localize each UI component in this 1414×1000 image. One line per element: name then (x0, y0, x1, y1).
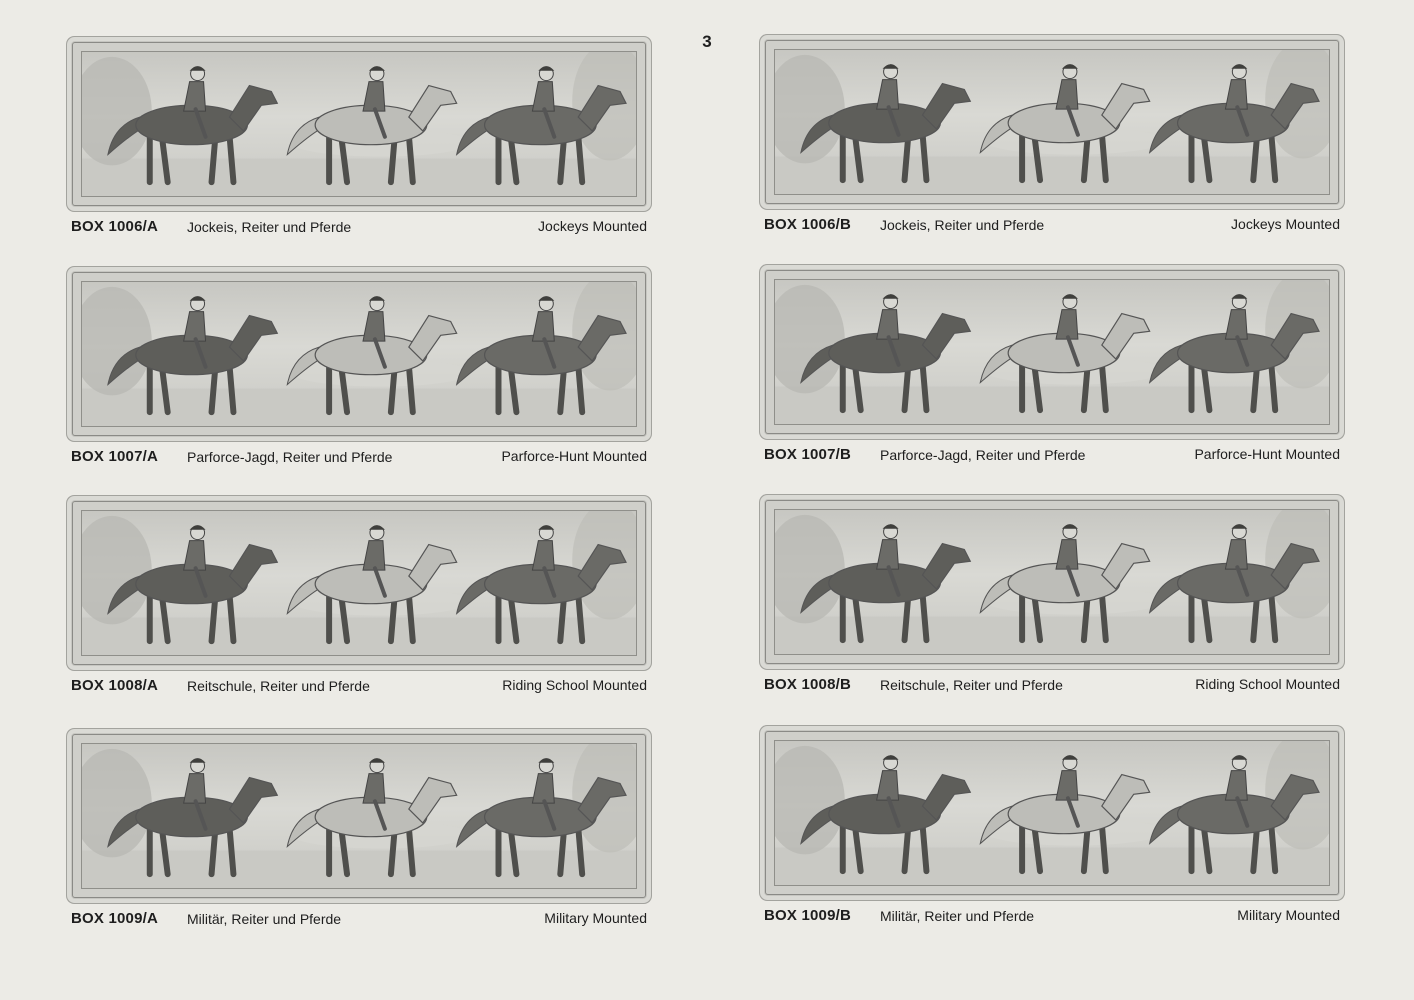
box-code: BOX 1009/A (71, 910, 159, 927)
english-title: Riding School Mounted (1195, 676, 1340, 692)
caption (71, 677, 647, 701)
german-title: Reitschule, Reiter und Pferde (187, 678, 370, 694)
illustration-frame (72, 734, 646, 898)
catalog-entry-1006b (764, 40, 1340, 240)
catalog-entry-1008a (71, 501, 647, 701)
illustration-frame (72, 501, 646, 665)
horse-riders-illustration-icon (81, 51, 637, 197)
horse-riders-illustration-icon (81, 743, 637, 889)
german-title: Jockeis, Reiter und Pferde (187, 219, 352, 235)
box-code: BOX 1008/A (71, 677, 159, 694)
horse-riders-illustration-icon (774, 49, 1330, 195)
illustration-frame (765, 731, 1339, 895)
horse-riders-illustration-icon (774, 279, 1330, 425)
catalog-entry-1007b (764, 270, 1340, 470)
catalog-entry-1006a (71, 42, 647, 242)
caption (71, 448, 647, 472)
catalog-entry-1009b (764, 731, 1340, 931)
illustration-frame (765, 500, 1339, 664)
horse-riders-illustration-icon (81, 281, 637, 427)
caption (71, 910, 647, 934)
horse-riders-illustration-icon (774, 509, 1330, 655)
german-title: Militär, Reiter und Pferde (880, 908, 1035, 924)
page-number: 3 (702, 32, 712, 51)
english-title: Parforce-Hunt Mounted (501, 448, 647, 464)
caption (71, 218, 647, 242)
horse-riders-illustration-icon (81, 510, 637, 656)
box-code: BOX 1006/B (764, 216, 852, 233)
illustration-frame (765, 270, 1339, 434)
german-title: Parforce-Jagd, Reiter und Pferde (880, 447, 1086, 463)
english-title: Military Mounted (544, 910, 647, 926)
illustration-frame (72, 272, 646, 436)
english-title: Military Mounted (1237, 907, 1340, 923)
english-title: Riding School Mounted (502, 677, 647, 693)
english-title: Jockeys Mounted (1231, 216, 1340, 232)
illustration-frame (72, 42, 646, 206)
illustration-frame (765, 40, 1339, 204)
box-code: BOX 1007/A (71, 448, 159, 465)
box-code: BOX 1006/A (71, 218, 159, 235)
box-code: BOX 1009/B (764, 907, 852, 924)
german-title: Militär, Reiter und Pferde (187, 911, 342, 927)
box-code: BOX 1007/B (764, 446, 852, 463)
horse-riders-illustration-icon (774, 740, 1330, 886)
box-code: BOX 1008/B (764, 676, 852, 693)
german-title: Reitschule, Reiter und Pferde (880, 677, 1063, 693)
english-title: Parforce-Hunt Mounted (1194, 446, 1340, 462)
catalog-entry-1009a (71, 734, 647, 934)
catalog-entry-1008b (764, 500, 1340, 700)
german-title: Jockeis, Reiter und Pferde (880, 217, 1045, 233)
caption (764, 446, 1340, 470)
catalog-entry-1007a (71, 272, 647, 472)
caption (764, 907, 1340, 931)
german-title: Parforce-Jagd, Reiter und Pferde (187, 449, 393, 465)
caption (764, 676, 1340, 700)
caption (764, 216, 1340, 240)
english-title: Jockeys Mounted (538, 218, 647, 234)
